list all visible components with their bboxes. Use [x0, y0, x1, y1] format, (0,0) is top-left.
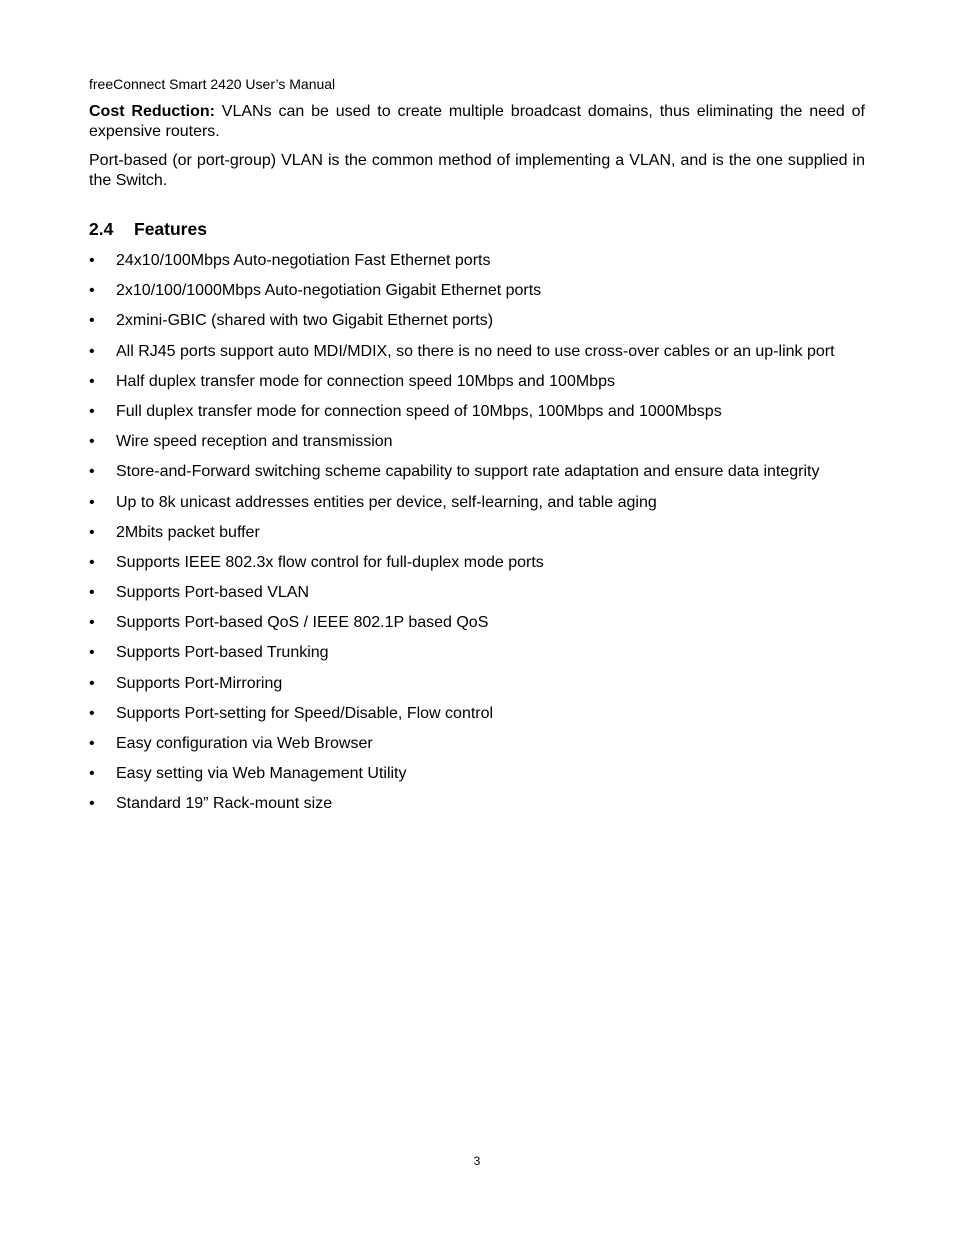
- bullet-icon: •: [89, 402, 95, 420]
- feature-item: [89, 734, 865, 754]
- features-list: [89, 251, 865, 825]
- feature-text: Wire speed reception and transmission: [116, 433, 393, 451]
- section-number: 2.4: [89, 219, 114, 239]
- section-title: Features: [134, 219, 207, 239]
- feature-text: Supports Port-based Trunking: [116, 644, 329, 662]
- bullet-icon: •: [89, 463, 95, 481]
- feature-item: [89, 372, 865, 392]
- feature-item: [89, 402, 865, 422]
- bullet-icon: •: [89, 644, 95, 662]
- feature-item: [89, 704, 865, 724]
- bullet-icon: •: [89, 372, 95, 390]
- bullet-icon: •: [89, 704, 95, 722]
- feature-item: [89, 311, 865, 331]
- feature-text: 2xmini-GBIC (shared with two Gigabit Ethernet ports): [116, 312, 494, 330]
- feature-text: Full duplex transfer mode for connection speed of 10Mbps, 100Mbps and 1000Mbsps: [116, 402, 722, 420]
- port-based-vlan-paragraph: Port-based (or port-group) VLAN is the common method of implementing a VLAN, and is the one supplied in the Switch.: [89, 152, 865, 189]
- page-number: 3: [473, 1154, 481, 1168]
- feature-item: [89, 613, 865, 633]
- feature-text: Up to 8k unicast addresses entities per device, self-learning, and table aging: [116, 493, 657, 511]
- feature-text: Supports Port-based QoS / IEEE 802.1P based QoS: [116, 614, 489, 632]
- bullet-icon: •: [89, 765, 95, 783]
- feature-text: 24x10/100Mbps Auto-negotiation Fast Ethernet ports: [116, 252, 491, 269]
- feature-text: Easy setting via Web Management Utility: [116, 765, 407, 783]
- feature-item: [89, 523, 865, 543]
- feature-text: Supports Port-based VLAN: [116, 584, 309, 602]
- feature-item: [89, 342, 865, 362]
- cost-reduction-text: VLANs can be used to create multiple broadcast domains, thus eliminating the need of expensive routers.: [89, 103, 865, 140]
- bullet-icon: •: [89, 493, 95, 511]
- bullet-icon: •: [89, 584, 95, 602]
- bullet-icon: •: [89, 433, 95, 451]
- bullet-icon: •: [89, 282, 95, 300]
- feature-text: Store-and-Forward switching scheme capability to support rate adaptation and ensure data integrity: [116, 463, 820, 481]
- manual-header: freeConnect Smart 2420 User’s Manual: [89, 76, 336, 92]
- cost-reduction-label: Cost Reduction:: [89, 103, 215, 120]
- feature-item: [89, 764, 865, 784]
- feature-text: Easy configuration via Web Browser: [116, 735, 373, 752]
- feature-item: [89, 281, 865, 301]
- feature-text: 2x10/100/1000Mbps Auto-negotiation Gigabit Ethernet ports: [116, 282, 542, 300]
- feature-text: Half duplex transfer mode for connection speed 10Mbps and 100Mbps: [116, 372, 615, 390]
- feature-item: [89, 462, 865, 482]
- feature-text: Supports Port-Mirroring: [116, 674, 283, 692]
- cost-reduction-paragraph: [89, 102, 865, 142]
- bullet-icon: •: [89, 614, 95, 632]
- bullet-icon: •: [89, 795, 95, 813]
- feature-item: [89, 553, 865, 573]
- bullet-icon: •: [89, 523, 95, 541]
- feature-item: [89, 674, 865, 694]
- bullet-icon: •: [89, 553, 95, 571]
- feature-text: Supports Port-setting for Speed/Disable, Flow control: [116, 704, 494, 722]
- bullet-icon: •: [89, 312, 95, 330]
- bullet-icon: •: [89, 342, 95, 360]
- bullet-icon: •: [89, 735, 95, 752]
- feature-item: [89, 643, 865, 663]
- bullet-icon: •: [89, 252, 95, 269]
- feature-item: [89, 794, 865, 814]
- feature-text: Standard 19” Rack-mount size: [116, 795, 333, 813]
- bullet-icon: •: [89, 674, 95, 692]
- feature-item: [89, 251, 865, 271]
- feature-text: 2Mbits packet buffer: [116, 523, 260, 541]
- feature-item: [89, 493, 865, 513]
- section-heading: [89, 218, 207, 240]
- feature-item: [89, 432, 865, 452]
- feature-item: [89, 583, 865, 603]
- feature-text: Supports IEEE 802.3x flow control for full-duplex mode ports: [116, 553, 544, 571]
- feature-text: All RJ45 ports support auto MDI/MDIX, so there is no need to use cross-over cables or an up-link port: [116, 342, 835, 360]
